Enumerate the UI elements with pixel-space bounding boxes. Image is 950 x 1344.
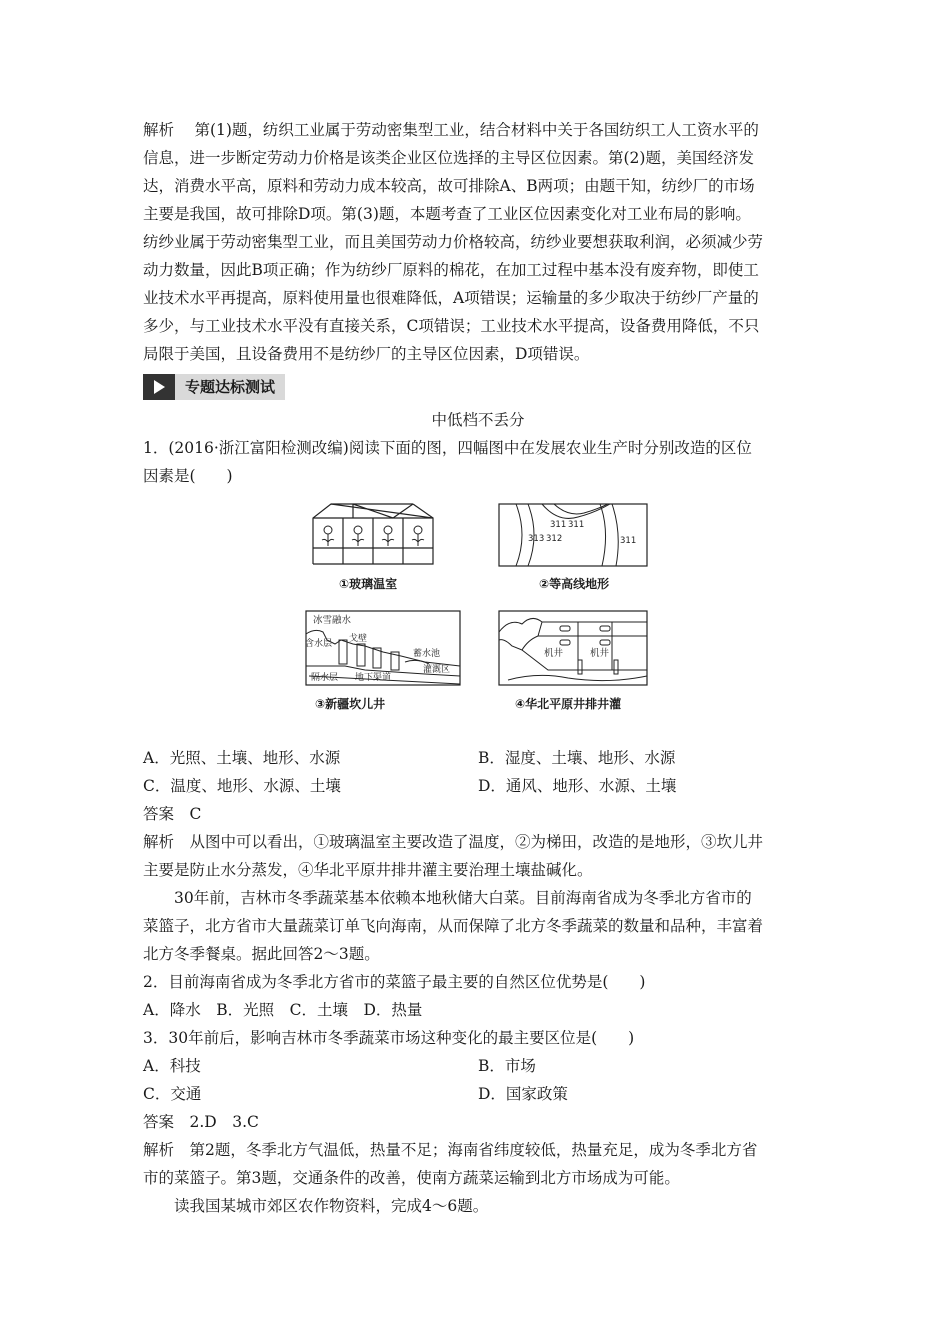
question-3-options-row	[143, 1052, 813, 1080]
well-irrigation-diagram	[498, 610, 648, 686]
karez-label: 冰雪融水	[313, 615, 352, 626]
question-3-stem: 3．30年前后，影响吉林市冬季蔬菜市场这种变化的最主要区位是( )	[143, 1029, 635, 1047]
question-1-options-row	[143, 744, 813, 772]
analysis-line: 主要是我国，故可排除D项。第(3)题，本题考查了工业区位因素变化对工业布局的影响。	[143, 205, 751, 223]
contour-label: 312	[546, 534, 563, 544]
analysis-line	[143, 116, 813, 144]
question-2-3-analysis: 解析 第2题，冬季北方气温低，热量不足；海南省纬度较低，热量充足，成为冬季北方省	[143, 1141, 758, 1159]
option-d: D．通风、地形、水源、土壤	[478, 777, 677, 795]
karez-label: 含水层	[305, 639, 333, 649]
question-2-stem: 2．目前海南省成为冬季北方省市的菜篮子最主要的自然区位优势是( )	[143, 973, 646, 991]
karez-label: 蓄水池	[413, 649, 441, 659]
analysis-line: 业技术水平再提高，原料使用量也很难降低，A项错误；运输量的多少取决于纺纱厂产量的	[143, 289, 759, 307]
question-1-analysis-cont: 主要是防止水分蒸发，④华北平原井排井灌主要治理土壤盐碱化。	[143, 861, 593, 879]
question-2-options: A．降水 B．光照 C．土壤 D．热量	[143, 1001, 423, 1019]
contour-label: 311	[568, 520, 585, 530]
figure-3-caption: ③新疆坎儿井	[315, 697, 386, 711]
contour-label: 313	[528, 534, 545, 544]
question-1-stem: 1．(2016·浙江富阳检测改编)阅读下面的图，四幅图中在发展农业生产时分别改造的区位	[143, 439, 752, 457]
figure-2-caption: ②等高线地形	[539, 577, 610, 591]
karez-label: 灌溉区	[423, 665, 451, 675]
well-label: 机井	[590, 648, 610, 659]
passage-line: 北方冬季餐桌。据此回答2～3题。	[143, 945, 380, 963]
option-b: B．湿度、土壤、地形、水源	[478, 749, 676, 767]
analysis-line: 局限于美国，且设备费用不是纺纱厂的主导区位因素，D项错误。	[143, 345, 590, 363]
well-label: 机井	[544, 648, 564, 659]
contour-label: 311	[620, 536, 637, 546]
option-b: B．市场	[478, 1057, 536, 1075]
play-triangle-icon	[143, 374, 175, 400]
document-page	[143, 116, 813, 1220]
contour-diagram	[498, 503, 648, 567]
analysis-label: 解析	[143, 121, 175, 139]
analysis-line: 达，消费水平高，原料和劳动力成本较高，故可排除A、B两项；由题干知，纺纱厂的市场	[143, 177, 755, 195]
analysis-text: 第(1)题，纺织工业属于劳动密集型工业，结合材料中关于各国纺织工人工资水平的	[194, 121, 759, 139]
option-c: C．交通	[143, 1085, 202, 1103]
greenhouse-diagram	[311, 502, 435, 566]
analysis-line: 多少，与工业技术水平没有直接关系，C项错误；工业技术水平提高，设备费用降低，不只	[143, 317, 760, 335]
passage-line: 菜篮子，北方省市大量蔬菜订单飞向海南，从而保障了北方冬季蔬菜的数量和品种，丰富着	[143, 917, 764, 935]
question-1-analysis: 解析 从图中可以看出，①玻璃温室主要改造了温度，②为梯田，改造的是地形，③坎儿井	[143, 833, 764, 851]
question-3-options-row	[143, 1080, 813, 1108]
passage-line: 30年前，吉林市冬季蔬菜基本依赖本地秋储大白菜。目前海南省成为冬季北方省市的	[174, 889, 752, 907]
figure-4-caption: ④华北平原井排井灌	[515, 697, 622, 711]
contour-label: 311	[550, 520, 567, 530]
karez-diagram	[305, 610, 461, 686]
option-d: D．国家政策	[478, 1085, 568, 1103]
karez-label: 隔水层	[311, 673, 339, 683]
analysis-block	[143, 116, 813, 368]
question-1-figure	[143, 498, 813, 734]
option-a: A．科技	[143, 1057, 201, 1075]
analysis-line: 纺纱业属于劳动密集型工业，而且美国劳动力价格较高，纺纱业要想获取利润，必须减少劳	[143, 233, 764, 251]
section-banner	[143, 374, 285, 400]
question-1-answer: 答案 C	[143, 805, 202, 823]
option-c: C．温度、地形、水源、土壤	[143, 777, 341, 795]
section-title: 中低档不丢分	[431, 411, 525, 429]
karez-label: 地下渠道	[355, 673, 392, 683]
analysis-line: 信息，进一步断定劳动力价格是该类企业区位选择的主导区位因素。第(2)题，美国经济发	[143, 149, 754, 167]
banner-title: 专题达标测试	[185, 378, 276, 396]
analysis-line: 动力数量，因此B项正确；作为纺纱厂原料的棉花，在加工过程中基本没有废弃物，即使工	[143, 261, 759, 279]
question-1-options-row	[143, 772, 813, 800]
question-1-stem-cont: 因素是( )	[143, 467, 233, 485]
question-2-3-answer: 答案 2.D 3.C	[143, 1113, 259, 1131]
option-a: A．光照、土壤、地形、水源	[143, 749, 341, 767]
karez-label: 戈壁	[349, 634, 368, 644]
question-2-3-analysis-cont: 市的菜篮子。第3题，交通条件的改善，使南方蔬菜运输到北方市场成为可能。	[143, 1169, 680, 1187]
next-prompt: 读我国某城市郊区农作物资料，完成4～6题。	[174, 1197, 489, 1215]
figure-1-caption: ①玻璃温室	[339, 577, 398, 591]
